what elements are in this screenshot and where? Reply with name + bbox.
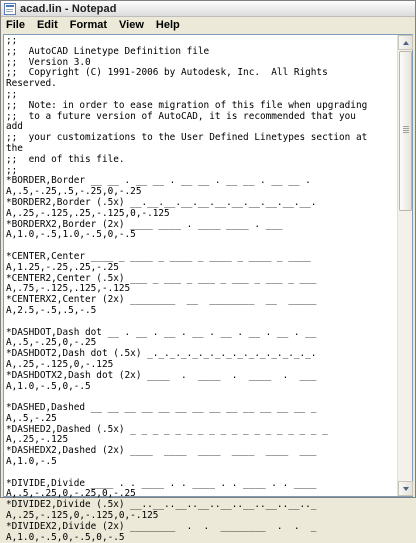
text-line: ;; bbox=[6, 164, 18, 176]
menu-format[interactable]: Format bbox=[69, 19, 108, 31]
text-line: *BORDER2,Border (.5x) __.__.__.__.__.__.__.__.__.__.__. bbox=[6, 196, 317, 208]
text-line: ;; your customizations to the User Defined Linetypes section at bbox=[6, 132, 368, 144]
text-line: A,1.0,-.5 bbox=[6, 456, 57, 468]
text-line: A,.25,-.125,0,-.125,0,-.125 bbox=[6, 510, 159, 522]
text-line: Reserved. bbox=[6, 78, 57, 90]
text-line: A,.25,-.125 bbox=[6, 434, 69, 446]
menu-file[interactable]: File bbox=[6, 19, 25, 31]
text-line: A,1.0,-.5,0,-.5 bbox=[6, 380, 91, 392]
text-line: A,1.0,-.5,0,-.5,0,-.5 bbox=[6, 531, 125, 543]
text-line: ;; Version 3.0 bbox=[6, 56, 91, 68]
title-bar[interactable] bbox=[1, 1, 415, 17]
text-line: A,2.5,-.5,.5,-.5 bbox=[6, 304, 97, 316]
grip-icon bbox=[403, 126, 409, 127]
text-line: ;; bbox=[6, 88, 18, 100]
text-line: add bbox=[6, 121, 23, 133]
grip-icon bbox=[403, 128, 409, 129]
text-line: the bbox=[6, 142, 23, 154]
text-line: *DASHDOT,Dash dot __ . __ . __ . __ . __ . __ . __ . __ bbox=[6, 326, 317, 338]
text-line: *CENTER2,Center (.5x) ___ _ ___ _ ___ _ ___ _ ___ _ ___ bbox=[6, 272, 317, 284]
notepad-icon[interactable] bbox=[4, 3, 16, 15]
text-line bbox=[6, 317, 397, 328]
arrow-down-icon bbox=[403, 487, 409, 491]
text-line: *DIVIDEX2,Divide (2x) ________ . . ________ . . _ bbox=[6, 520, 317, 532]
text-line: A,.5,-.25 bbox=[6, 412, 57, 424]
menu-bar bbox=[1, 17, 415, 33]
text-line: *DASHEDX2,Dashed (2x) ____ ____ ____ ____ ____ ___ bbox=[6, 445, 317, 457]
text-line: *DIVIDE2,Divide (.5x) __..__..__..__..__..__..__..__.._ bbox=[6, 499, 317, 511]
text-line: *DIVIDE,Divide ____ . . ____ . . ____ . . ____ . . ____ bbox=[6, 477, 317, 489]
text-editor[interactable] bbox=[3, 34, 413, 543]
text-line: ;; AutoCAD Linetype Definition file bbox=[6, 45, 210, 57]
text-line: A,1.0,-.5,1.0,-.5,0,-.5 bbox=[6, 229, 136, 241]
window-title: acad.lin - Notepad bbox=[20, 2, 117, 15]
text-line: *BORDER,Border __ __ . __ __ . __ __ . __ __ . __ __ . bbox=[6, 175, 311, 187]
scrollbar-thumb[interactable] bbox=[399, 51, 412, 211]
text-line: A,.25,-.125,0,-.125 bbox=[6, 358, 114, 370]
scroll-down-button[interactable] bbox=[398, 481, 413, 496]
text-line: ;; Copyright (C) 1991-2006 by Autodesk, Inc. All Rights bbox=[6, 67, 328, 79]
text-line: *CENTERX2,Center (2x) ________ __ ________ __ _____ bbox=[6, 294, 317, 306]
text-line: *BORDERX2,Border (2x) ____ ____ . ____ ____ . ___ bbox=[6, 218, 283, 230]
text-line: *CENTER,Center ____ _ ____ _ ____ _ ____ _ ____ _ ____ bbox=[6, 250, 311, 262]
text-line: *DASHDOTX2,Dash dot (2x) ____ . ____ . ____ . ___ bbox=[6, 369, 317, 381]
grip-icon bbox=[403, 132, 409, 133]
text-line: *DASHED2,Dashed (.5x) _ _ _ _ _ _ _ _ _ _ _ _ _ _ _ _ _ _ bbox=[6, 423, 328, 435]
text-line: A,.5,-.25,.5,-.25,0,-.25 bbox=[6, 186, 142, 198]
scroll-up-button[interactable] bbox=[398, 35, 413, 50]
text-line: *DASHDOT2,Dash dot (.5x) _._._._._._._._._._._._._._._. bbox=[6, 348, 317, 360]
menu-view[interactable]: View bbox=[119, 19, 144, 31]
text-line: ;; bbox=[6, 35, 18, 46]
document-text[interactable] bbox=[4, 35, 397, 543]
text-line: ;; Note: in order to ease migration of this file when upgrading bbox=[6, 99, 368, 111]
text-line: *DASHED,Dashed __ __ __ __ __ __ __ __ __ __ __ __ __ _ bbox=[6, 402, 317, 414]
text-line: A,.75,-.125,.125,-.125 bbox=[6, 283, 131, 295]
grip-icon bbox=[403, 130, 409, 131]
text-line: A,.5,-.25,0,-.25,0,-.25 bbox=[6, 488, 136, 500]
arrow-up-icon bbox=[403, 41, 409, 45]
menu-help[interactable]: Help bbox=[155, 19, 180, 31]
vertical-scrollbar[interactable] bbox=[397, 35, 412, 496]
text-line: A,.5,-.25,0,-.25 bbox=[6, 337, 97, 349]
text-line: A,.25,-.125,.25,-.125,0,-.125 bbox=[6, 207, 170, 219]
text-line: ;; to a future version of AutoCAD, it is recommended that you bbox=[6, 110, 356, 122]
text-line: A,1.25,-.25,.25,-.25 bbox=[6, 261, 119, 273]
menu-edit[interactable]: Edit bbox=[36, 19, 58, 31]
text-line: ;; end of this file. bbox=[6, 153, 125, 165]
